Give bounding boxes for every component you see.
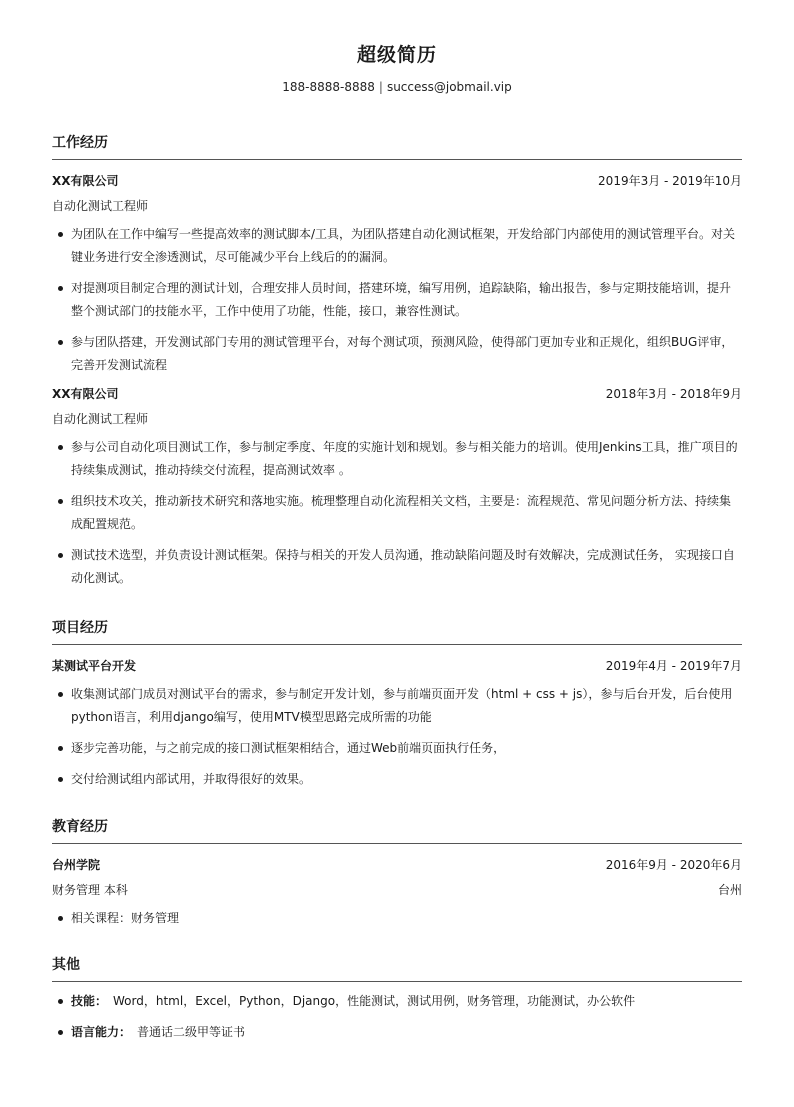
job-period: 2019年3月 - 2019年10月	[598, 174, 742, 188]
project-header	[52, 657, 742, 675]
list-item: 对提测项目制定合理的测试计划，合理安排人员时间，搭建环境，编写用例，追踪缺陷，输出报告，参与定期技能培训，提升整个测试部门的技能水平，工作中使用了功能，性能，接口，兼容性测试。	[52, 277, 742, 323]
list-item: 收集测试部门成员对测试平台的需求，参与制定开发计划，参与前端页面开发（html + css + js），参与后台开发，后台使用python语言，利用django编写，使用MTV模型思路完成所需的功能	[52, 683, 742, 729]
list-item: 参与团队搭建，开发测试部门专用的测试管理平台，对每个测试项，预测风险，使得部门更加专业和正规化，组织BUG评审，完善开发测试流程	[52, 331, 742, 377]
list-item	[52, 990, 742, 1013]
list-item: 交付给测试组内部试用，并取得很好的效果。	[52, 768, 742, 791]
work-section	[52, 133, 742, 590]
list-item: 组织技术攻关，推动新技术研究和落地实施。梳理整理自动化流程相关文档，主要是：流程规范、常见问题分析方法、持续集成配置规范。	[52, 490, 742, 536]
job-header	[52, 172, 742, 190]
language-text: 普通话二级甲等证书	[137, 1025, 246, 1039]
skills-label: 技能：	[71, 994, 108, 1008]
job-bullets	[52, 223, 742, 377]
section-title-education: 教育经历	[52, 817, 742, 844]
education-section	[52, 817, 742, 930]
school-name: 台州学院	[52, 858, 101, 872]
project-bullets	[52, 683, 742, 791]
education-period: 2016年9月 - 2020年6月	[605, 858, 742, 872]
list-item	[52, 1021, 742, 1044]
other-section	[52, 955, 742, 1044]
project-name: 某测试平台开发	[52, 659, 137, 673]
job-period: 2018年3月 - 2018年9月	[605, 387, 742, 401]
job-bullets	[52, 436, 742, 590]
resume-name: 超级简历	[356, 44, 437, 66]
job-role-row	[52, 197, 742, 215]
project-entry	[52, 657, 742, 791]
company-name: XX有限公司	[52, 387, 119, 401]
list-item: 为团队在工作中编写一些提高效率的测试脚本/工具，为团队搭建自动化测试框架，开发给部门内部使用的测试管理平台。对关键业务进行安全渗透测试，尽可能减少平台上线后的的漏洞。	[52, 223, 742, 269]
section-title-work: 工作经历	[52, 133, 742, 160]
section-title-other: 其他	[52, 955, 742, 982]
project-period: 2019年4月 - 2019年7月	[605, 659, 742, 673]
job-role-row	[52, 410, 742, 428]
email-address: success@jobmail.vip	[386, 80, 512, 94]
education-header	[52, 856, 742, 874]
contact-line	[0, 78, 794, 96]
education-major: 财务管理 本科	[52, 883, 128, 897]
projects-section	[52, 618, 742, 791]
other-bullets	[52, 990, 742, 1044]
education-detail-row	[52, 881, 742, 899]
skills-text: Word，html，Excel，Python，Django，性能测试，测试用例，财务管理，功能测试，办公软件	[113, 994, 636, 1008]
phone-number: 188-8888-8888	[282, 80, 375, 94]
job-entry	[52, 385, 742, 590]
list-item: 测试技术选型，并负责设计测试框架。保持与相关的开发人员沟通，推动缺陷问题及时有效解决，完成测试任务， 实现接口自动化测试。	[52, 544, 742, 590]
company-name: XX有限公司	[52, 174, 119, 188]
list-item: 相关课程：财务管理	[52, 907, 742, 930]
list-item: 参与公司自动化项目测试工作，参与制定季度、年度的实施计划和规划。参与相关能力的培训。使用Jenkins工具，推广项目的持续集成测试，推动持续交付流程，提高测试效率 。	[52, 436, 742, 482]
education-entry	[52, 856, 742, 930]
education-bullets	[52, 907, 742, 930]
language-label: 语言能力：	[71, 1025, 132, 1039]
education-location: 台州	[717, 883, 742, 897]
contact-separator: |	[378, 80, 383, 94]
job-role: 自动化测试工程师	[52, 412, 149, 426]
job-role: 自动化测试工程师	[52, 199, 149, 213]
job-entry	[52, 172, 742, 377]
list-item: 逐步完善功能，与之前完成的接口测试框架相结合，通过Web前端页面执行任务，	[52, 737, 742, 760]
job-header	[52, 385, 742, 403]
section-title-projects: 项目经历	[52, 618, 742, 645]
